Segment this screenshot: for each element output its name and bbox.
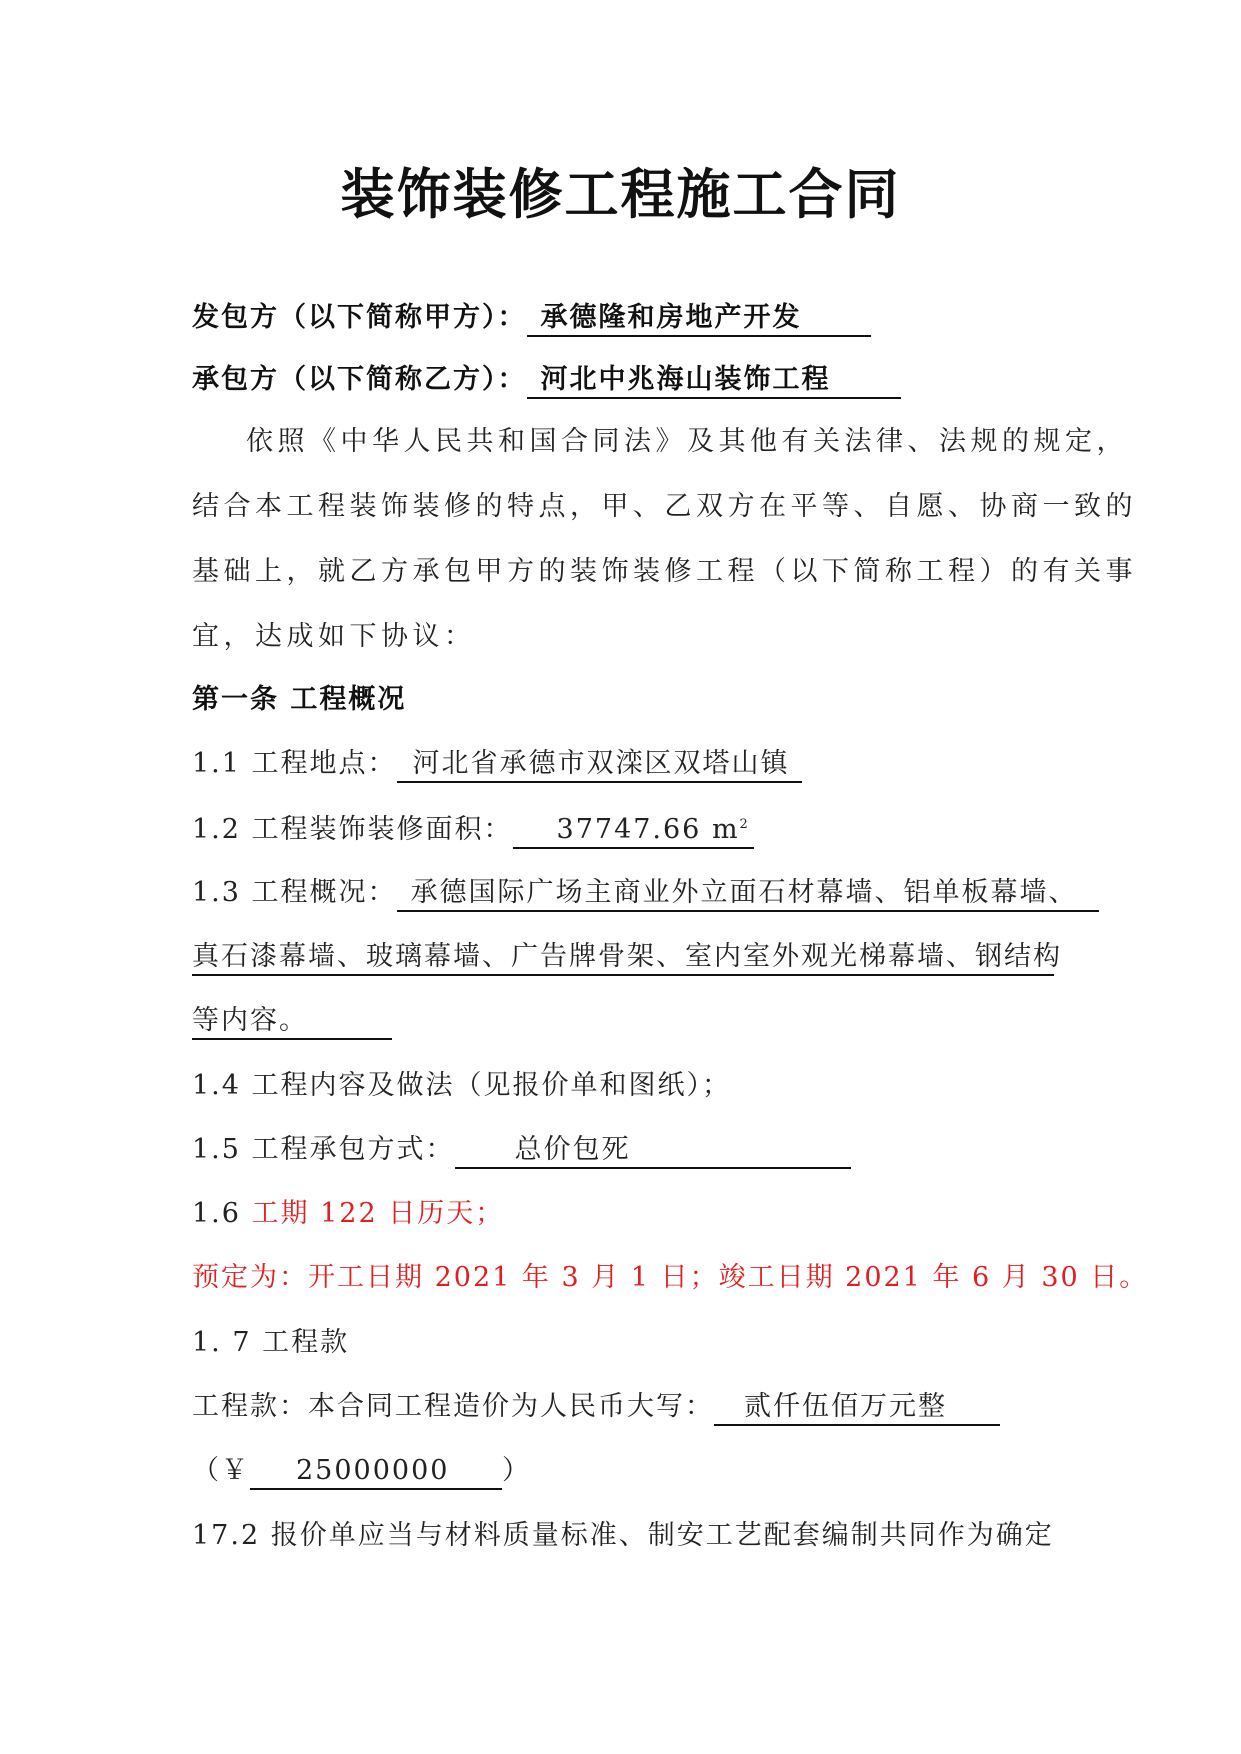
intro-line-2: 结合本工程装饰装修的特点，甲、乙双方在平等、自愿、协商一致的 — [192, 491, 1137, 522]
payment-close: ） — [502, 1455, 531, 1486]
party-b-line — [192, 360, 901, 400]
party-a-label: 发包方（以下简称甲方）： — [192, 302, 527, 333]
payment-number: 25000000 — [250, 1454, 502, 1490]
location-label: 1.1 工程地点： — [192, 748, 397, 779]
area-label: 1.2 工程装饰装修面积： — [192, 814, 513, 845]
area-value: 37747.66 m — [556, 814, 740, 845]
overview-line-2 — [192, 937, 1062, 977]
party-a-line — [192, 298, 871, 338]
content-line: 1.4 工程内容及做法（见报价单和图纸）； — [192, 1070, 732, 1101]
intro-line-1: 依照《中华人民共和国合同法》及其他有关法律、法规的规定， — [246, 426, 1128, 457]
payment-number-line — [192, 1451, 531, 1491]
intro-line-4: 宜，达成如下协议： — [192, 621, 476, 652]
overview-line-3 — [192, 1001, 392, 1041]
party-a-name: 承德隆和房地产开发 — [527, 301, 871, 337]
location-value: 河北省承德市双滦区双塔山镇 — [397, 747, 802, 783]
overview-text-3: 等内容。 — [192, 1004, 392, 1040]
document-title: 装饰装修工程施工合同 — [340, 163, 901, 226]
area-line — [192, 808, 754, 850]
location-line — [192, 744, 802, 784]
period-prefix: 1.6 — [192, 1198, 241, 1229]
payment-open: （￥ — [192, 1455, 250, 1486]
overview-label: 1.3 工程概况： — [192, 877, 397, 908]
schedule-line: 预定为：开工日期 2021 年 3 月 1 日；竣工日期 2021 年 6 月 30 日。 — [192, 1262, 1149, 1293]
period-line — [192, 1194, 504, 1234]
party-b-label: 承包方（以下简称乙方）： — [192, 364, 527, 395]
overview-text-2: 真石漆幕墙、玻璃幕墙、广告牌骨架、室内室外观光梯幕墙、钢结构 — [192, 940, 1054, 976]
payment-heading: 1. 7 工程款 — [192, 1327, 350, 1358]
overview-line-1 — [192, 873, 1099, 913]
payment-label: 工程款：本合同工程造价为人民币大写： — [192, 1391, 714, 1422]
area-value-wrap — [513, 808, 754, 849]
clause-17-2: 17.2 报价单应当与材料质量标准、制安工艺配套编制共同作为确定 — [192, 1520, 1054, 1551]
payment-words-line — [192, 1387, 1000, 1427]
article-1-heading: 第一条 工程概况 — [192, 684, 407, 715]
intro-line-3: 基础上，就乙方承包甲方的装饰装修工程（以下简称工程）的有关事 — [192, 556, 1137, 587]
period-text: 工期 122 日历天； — [251, 1198, 505, 1229]
overview-text-1: 承德国际广场主商业外立面石材幕墙、铝单板幕墙、 — [397, 876, 1099, 912]
method-label: 1.5 工程承包方式： — [192, 1134, 455, 1165]
method-value: 总价包死 — [455, 1133, 851, 1169]
method-line — [192, 1130, 851, 1170]
party-b-name: 河北中兆海山装饰工程 — [527, 363, 901, 399]
payment-words: 贰仟伍佰万元整 — [714, 1390, 1000, 1426]
area-unit-sup: 2 — [739, 817, 750, 832]
